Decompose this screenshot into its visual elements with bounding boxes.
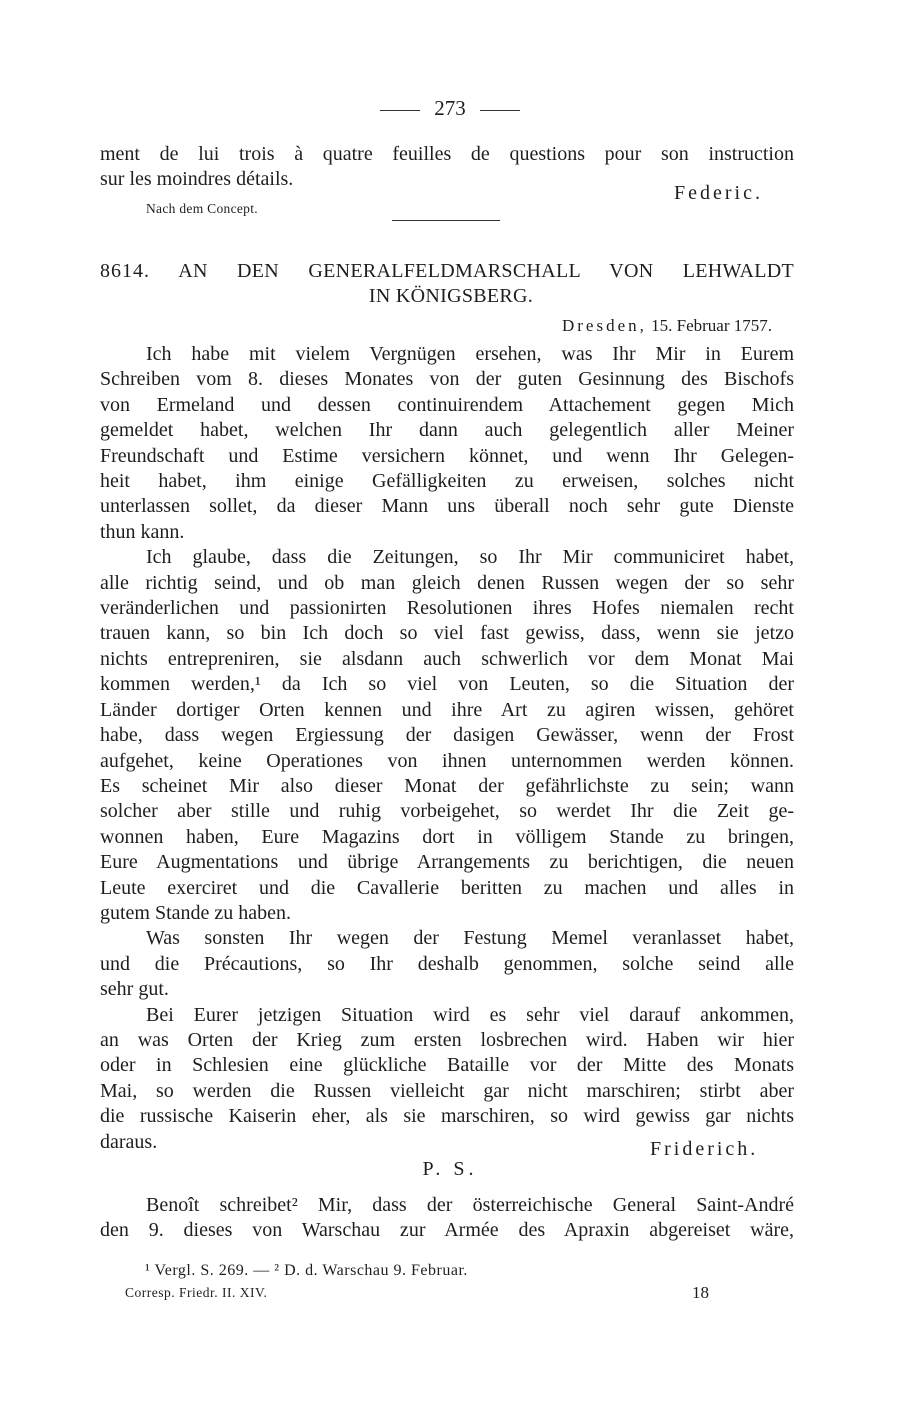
source-note: Nach dem Concept. [146, 201, 258, 216]
letter-title-line-2: IN KÖNIGSBERG. [368, 285, 534, 307]
text-line: die russische Kaiserin eher, als sie marschiren, so wird gewiss gar nichts [100, 1105, 794, 1128]
date-place: Dresden, [561, 316, 647, 335]
text-line: Es scheinet Mir also dieser Monat der gefährlichste zu sein; wann [100, 774, 794, 797]
text-line: Leute exerciret und die Cavallerie beritten zu machen und alles in [100, 876, 794, 899]
text-line: Mai, so werden die Russen vielleicht gar nicht marschiren; stirbt aber [100, 1079, 794, 1102]
text-line: Eure Augmentations und übrige Arrangements zu berichtigen, die neuen [100, 851, 794, 874]
section-divider [392, 220, 500, 221]
text-line: Benoît schreibet² Mir, dass der österreichische General Saint-André [146, 1194, 794, 1216]
text-line: unterlassen sollet, da dieser Mann uns überall noch sehr gute Dienste [100, 495, 794, 518]
dateline [562, 316, 772, 336]
text-line: sur les moindres détails. [100, 168, 294, 191]
text-line: den 9. dieses von Warschau zur Armée des Apraxin abgereiset wäre, [100, 1219, 794, 1242]
carryover-signature: Federic. [674, 182, 763, 204]
page-number: 273 [434, 96, 466, 120]
paragraph-4 [100, 1003, 794, 1155]
letter-signature: Friderich. [650, 1138, 759, 1160]
text-line: Freundschaft und Estime versichern könnet, und wenn Ihr Gelegen- [100, 444, 794, 467]
letter-number: 8614. [100, 260, 150, 282]
text-line: aufgehet, keine Operationes von ihnen unternommen werden können. [100, 749, 794, 772]
header-dash-right [480, 110, 520, 111]
text-line: heit habet, ihm einige Gefälligkeiten zu erweisen, solches nicht [100, 470, 794, 493]
text-line: Bei Eurer jetzigen Situation wird es sehr viel darauf ankommen, [146, 1003, 794, 1026]
text-line: Länder dortiger Orten kennen und ihre Art zu agiren wissen, gehöret [100, 698, 794, 721]
collection-reference: Corresp. Friedr. II. XIV. [125, 1285, 268, 1300]
page-header [0, 96, 900, 121]
text-line: an was Orten der Krieg zum ersten losbrechen wird. Haben wir hier [100, 1028, 794, 1051]
letter-title [100, 259, 794, 309]
text-line: gemeldet habet, welchen Ihr dann auch gelegentlich aller Meiner [100, 419, 794, 442]
text-line: nichts entrepreniren, sie alsdann auch schwerlich vor dem Monat Mai [100, 647, 794, 670]
header-dash-left [380, 110, 420, 111]
text-line: solcher aber stille und ruhig vorbeigehet, so werdet Ihr die Zeit ge- [100, 800, 794, 823]
text-line: trauen kann, so bin Ich doch so viel fast gewiss, dass, wenn sie jetzo [100, 622, 794, 645]
paragraph-1 [100, 342, 794, 545]
text-line: und die Précautions, so Ihr deshalb genommen, solche seind alle [100, 952, 794, 975]
letter-body [100, 342, 794, 1155]
text-line: sehr gut. [100, 978, 169, 1001]
text-line: habe, dass wegen Ergiessung der dasigen Gewässer, wenn der Frost [100, 724, 794, 747]
paragraph-3 [100, 926, 794, 1002]
text-line: kommen werden,¹ da Ich so viel von Leuten, so die Situation der [100, 673, 794, 696]
letter-title-line-1 [100, 259, 794, 284]
text-line: veränderlichen und passionirten Resolutionen ihres Hofes niemalen recht [100, 597, 794, 620]
paragraph-2 [100, 545, 794, 926]
ps-text [100, 1193, 794, 1244]
date-text: 15. Februar 1757. [651, 316, 772, 335]
text-line: alle richtig seind, und ob man gleich denen Russen wegen der so sehr [100, 571, 794, 594]
text-line: wonnen haben, Eure Magazins dort in völligem Stande zu bringen, [100, 825, 794, 848]
text-line: Was sonsten Ihr wegen der Festung Memel veranlasset habet, [146, 927, 794, 950]
text-line: Ich habe mit vielem Vergnügen ersehen, was Ihr Mir in Eurem [146, 343, 794, 365]
text-line: oder in Schlesien eine glückliche Bataille vor der Mitte des Monats [100, 1054, 794, 1077]
text-line: Schreiben vom 8. dieses Monates von der guten Gesinnung des Bischofs [100, 368, 794, 391]
text-line: daraus. [100, 1130, 158, 1153]
text-line: ment de lui trois à quatre feuilles de questions pour son instruction [100, 143, 794, 165]
text-line: thun kann. [100, 520, 185, 543]
sheet-number: 18 [692, 1283, 709, 1302]
ps-heading: P. S. [422, 1158, 478, 1180]
text-line: von Ermeland und dessen continuirendem Attachement gegen Mich [100, 393, 794, 416]
footnotes: ¹ Vergl. S. 269. — ² D. d. Warschau 9. Februar. [145, 1262, 468, 1279]
text-line: Ich glaube, dass die Zeitungen, so Ihr Mir communiciret habet, [146, 546, 794, 569]
text-line: gutem Stande zu haben. [100, 901, 292, 924]
letter-title-text: AN DEN GENERALFELDMARSCHALL VON LEHWALDT [178, 260, 794, 282]
